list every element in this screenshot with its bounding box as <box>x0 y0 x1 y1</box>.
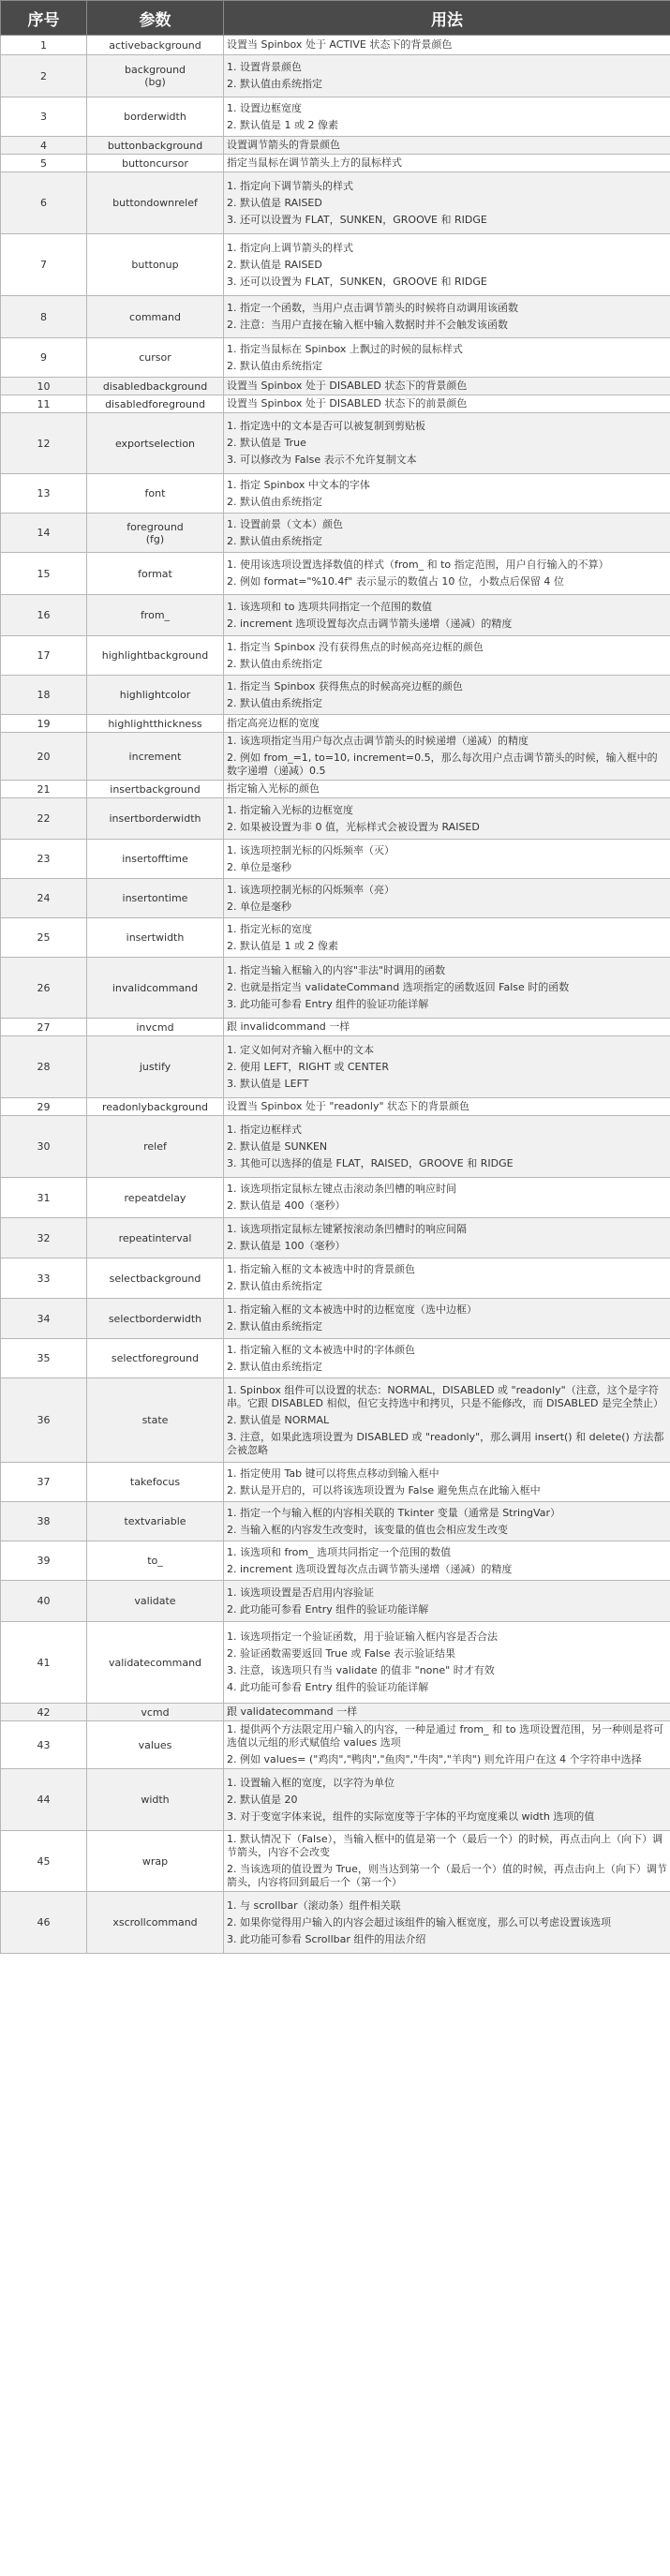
usage-line: 2. 此功能可参看 Entry 组件的验证功能详解 <box>227 1602 429 1616</box>
row-number: 29 <box>1 1098 87 1116</box>
usage-line: 2. 例如 from_=1, to=10, increment=0.5，那么每次用户点击调节箭头的时候，输入框中的数字递增（递减）0.5 <box>227 752 658 777</box>
option-name: buttoncursor <box>87 155 224 172</box>
usage-line: 1. 设置输入框的宽度，以字符为单位 <box>227 1776 395 1789</box>
option-name: cursor <box>87 338 224 378</box>
row-number: 24 <box>1 879 87 918</box>
usage-line: 2. 如果你觉得用户输入的内容会超过该组件的输入框宽度，那么可以考虑设置该选项 <box>227 1915 611 1928</box>
header-parameter: 参数 <box>87 1 224 36</box>
option-usage <box>224 958 670 1019</box>
table-row <box>1 1541 670 1581</box>
option-name: values <box>87 1721 224 1769</box>
option-usage <box>224 155 670 172</box>
option-name: takefocus <box>87 1463 224 1502</box>
option-usage <box>224 1218 670 1258</box>
usage-line: 1. 指定 Spinbox 中文本的字体 <box>227 478 370 491</box>
option-usage <box>224 798 670 840</box>
option-name: selectbackground <box>87 1258 224 1299</box>
option-usage <box>224 1036 670 1098</box>
usage-line: 2. 默认值由系统指定 <box>227 359 322 372</box>
row-number: 17 <box>1 636 87 676</box>
table-row <box>1 413 670 474</box>
option-usage <box>224 918 670 958</box>
table-row <box>1 234 670 296</box>
usage-line: 3. 注意，该选项只有当 validate 的值非 "none" 时才有效 <box>227 1664 495 1676</box>
row-number: 25 <box>1 918 87 958</box>
option-name: exportselection <box>87 413 224 474</box>
usage-line: 2. 默认是开启的，可以将该选项设置为 False 避免焦点在此输入框中 <box>227 1483 541 1496</box>
row-number: 15 <box>1 553 87 595</box>
row-number: 14 <box>1 514 87 553</box>
table-row <box>1 733 670 781</box>
option-name: disabledbackground <box>87 378 224 395</box>
usage-line: 2. 默认值由系统指定 <box>227 657 322 670</box>
option-usage <box>224 1339 670 1378</box>
option-name: validatecommand <box>87 1622 224 1704</box>
usage-line: 2. 默认值是 RAISED <box>227 196 322 209</box>
option-usage <box>224 1502 670 1541</box>
usage-line: 设置当 Spinbox 处于 DISABLED 状态下的前景颜色 <box>227 397 468 409</box>
table-row <box>1 1178 670 1218</box>
usage-line: 设置当 Spinbox 处于 ACTIVE 状态下的背景颜色 <box>227 38 453 51</box>
table-row <box>1 840 670 879</box>
option-name: vcmd <box>87 1704 224 1721</box>
row-number: 32 <box>1 1218 87 1258</box>
usage-line: 2. increment 选项设置每次点击调节箭头递增（递减）的精度 <box>227 1562 513 1575</box>
row-number: 3 <box>1 97 87 137</box>
row-number: 42 <box>1 1704 87 1721</box>
usage-line: 1. 定义如何对齐输入框中的文本 <box>227 1043 374 1056</box>
option-name: textvariable <box>87 1502 224 1541</box>
row-number: 7 <box>1 234 87 296</box>
usage-line: 1. Spinbox 组件可以设置的状态：NORMAL，DISABLED 或 "readonly"（注意，这个是字符串。它跟 DISABLED 相似，但它支持选中和拷贝，只是不能修改，而 DISABLED 是完全禁止） <box>227 1383 664 1409</box>
usage-line: 跟 validatecommand 一样 <box>227 1705 358 1718</box>
option-name: repeatinterval <box>87 1218 224 1258</box>
table-row <box>1 36 670 55</box>
usage-line: 1. 指定输入框的文本被选中时的边框宽度（选中边框） <box>227 1303 477 1316</box>
table-row <box>1 1892 670 1954</box>
row-number: 43 <box>1 1721 87 1769</box>
usage-line: 1. 指定选中的文本是否可以被复制到剪贴板 <box>227 420 425 432</box>
row-number: 40 <box>1 1581 87 1622</box>
option-name: background (bg) <box>87 55 224 97</box>
option-name: validate <box>87 1581 224 1622</box>
row-number: 31 <box>1 1178 87 1218</box>
option-name: to_ <box>87 1541 224 1581</box>
table-row <box>1 1339 670 1378</box>
row-number: 16 <box>1 595 87 636</box>
option-name: buttonbackground <box>87 137 224 155</box>
usage-line: 2. 当输入框的内容发生改变时，该变量的值也会相应发生改变 <box>227 1523 508 1536</box>
usage-line: 1. 与 scrollbar（滚动条）组件相关联 <box>227 1898 401 1912</box>
row-number: 5 <box>1 155 87 172</box>
table-row <box>1 1218 670 1258</box>
usage-line: 跟 invalidcommand 一样 <box>227 1020 350 1033</box>
row-number: 21 <box>1 781 87 798</box>
row-number: 35 <box>1 1339 87 1378</box>
option-name: invalidcommand <box>87 958 224 1019</box>
table-row <box>1 553 670 595</box>
row-number: 11 <box>1 395 87 413</box>
option-name: repeatdelay <box>87 1178 224 1218</box>
option-name: font <box>87 474 224 514</box>
option-name: insertontime <box>87 879 224 918</box>
table-row <box>1 338 670 378</box>
row-number: 19 <box>1 715 87 733</box>
usage-line: 指定输入光标的颜色 <box>227 782 320 795</box>
option-name: highlightbackground <box>87 636 224 676</box>
usage-line: 3. 还可以设置为 FLAT，SUNKEN，GROOVE 和 RIDGE <box>227 275 487 288</box>
option-usage <box>224 97 670 137</box>
option-usage <box>224 55 670 97</box>
usage-line: 1. 该选项设置是否启用内容验证 <box>227 1586 374 1599</box>
option-usage <box>224 413 670 474</box>
usage-line: 1. 指定一个函数，当用户点击调节箭头的时候将自动调用该函数 <box>227 302 518 314</box>
table-row <box>1 1581 670 1622</box>
option-usage <box>224 137 670 155</box>
table-row <box>1 781 670 798</box>
option-usage <box>224 1098 670 1116</box>
option-usage <box>224 1892 670 1954</box>
option-usage <box>224 1178 670 1218</box>
usage-line: 2. 默认值是 20 <box>227 1793 298 1806</box>
table-row <box>1 1258 670 1299</box>
usage-line: 1. 该选项和 to 选项共同指定一个范围的数值 <box>227 600 433 613</box>
usage-line: 1. 指定当 Spinbox 没有获得焦点的时候高亮边框的颜色 <box>227 640 484 653</box>
usage-line: 设置当 Spinbox 处于 DISABLED 状态下的背景颜色 <box>227 380 468 392</box>
option-name: borderwidth <box>87 97 224 137</box>
row-number: 9 <box>1 338 87 378</box>
usage-line: 1. 指定当鼠标在 Spinbox 上飘过的时候的鼠标样式 <box>227 342 463 355</box>
usage-line: 1. 该选项指定鼠标左键紧按滚动条凹槽时的响应间隔 <box>227 1223 467 1235</box>
row-number: 27 <box>1 1019 87 1036</box>
option-usage <box>224 1258 670 1299</box>
usage-line: 1. 设置背景颜色 <box>227 61 302 73</box>
table-row <box>1 155 670 172</box>
usage-line: 3. 可以修改为 False 表示不允许复制文本 <box>227 454 417 466</box>
usage-line: 3. 此功能可参看 Entry 组件的验证功能详解 <box>227 998 429 1010</box>
usage-line: 1. 指定使用 Tab 键可以将焦点移动到输入框中 <box>227 1467 439 1480</box>
usage-line: 2. 默认值由系统指定 <box>227 534 322 547</box>
usage-line: 1. 指定光标的宽度 <box>227 922 312 935</box>
row-number: 1 <box>1 36 87 55</box>
usage-line: 2. 默认值由系统指定 <box>227 1320 322 1333</box>
row-number: 44 <box>1 1769 87 1831</box>
option-name: insertwidth <box>87 918 224 958</box>
option-name: invcmd <box>87 1019 224 1036</box>
usage-line: 2. 默认值是 1 或 2 像素 <box>227 118 338 131</box>
usage-line: 2. 例如 format="%10.4f" 表示显示的数值占 10 位，小数点后保留 4 位 <box>227 575 564 588</box>
usage-line: 2. 当该选项的值设置为 True，则当达到第一个（最后一个）值的时候，再点击向上（向下）调节箭头，内容将回到最后一个（第一个） <box>227 1863 667 1888</box>
usage-line: 1. 该选项控制光标的闪烁频率（灭） <box>227 843 395 856</box>
table-row <box>1 595 670 636</box>
table-row <box>1 1502 670 1541</box>
option-name: selectborderwidth <box>87 1299 224 1339</box>
option-usage <box>224 172 670 234</box>
table-row <box>1 514 670 553</box>
option-usage <box>224 1299 670 1339</box>
usage-line: 1. 该选项和 from_ 选项共同指定一个范围的数值 <box>227 1545 452 1558</box>
option-usage <box>224 514 670 553</box>
table-row <box>1 1831 670 1892</box>
usage-line: 2. 验证函数需要返回 True 或 False 表示验证结果 <box>227 1647 455 1660</box>
option-name: insertborderwidth <box>87 798 224 840</box>
usage-line: 2. 也就是指定当 validateCommand 选项指定的函数返回 False 时的函数 <box>227 981 570 993</box>
usage-line: 2. 默认值是 1 或 2 像素 <box>227 939 338 952</box>
option-name: readonlybackground <box>87 1098 224 1116</box>
option-name: command <box>87 296 224 338</box>
option-name: highlightcolor <box>87 676 224 715</box>
usage-line: 2. 使用 LEFT，RIGHT 或 CENTER <box>227 1060 389 1073</box>
usage-line: 2. 默认值由系统指定 <box>227 1360 322 1373</box>
usage-line: 1. 指定输入光标的边框宽度 <box>227 803 353 816</box>
usage-line: 2. 默认值由系统指定 <box>227 696 322 709</box>
option-usage <box>224 1378 670 1463</box>
row-number: 8 <box>1 296 87 338</box>
option-name: width <box>87 1769 224 1831</box>
row-number: 28 <box>1 1036 87 1098</box>
option-usage <box>224 553 670 595</box>
option-name: activebackground <box>87 36 224 55</box>
option-name: foreground (fg) <box>87 514 224 553</box>
option-name: buttondownrelef <box>87 172 224 234</box>
table-row <box>1 676 670 715</box>
table-row <box>1 1622 670 1704</box>
option-usage <box>224 474 670 514</box>
usage-line: 2. 默认值由系统指定 <box>227 495 322 508</box>
table-row <box>1 958 670 1019</box>
option-usage <box>224 338 670 378</box>
table-row <box>1 715 670 733</box>
option-usage <box>224 1463 670 1502</box>
option-usage <box>224 1769 670 1831</box>
option-name: justify <box>87 1036 224 1098</box>
usage-line: 2. 默认值是 100（毫秒） <box>227 1240 346 1252</box>
option-usage <box>224 1116 670 1178</box>
table-row <box>1 798 670 840</box>
row-number: 18 <box>1 676 87 715</box>
table-row <box>1 474 670 514</box>
row-number: 4 <box>1 137 87 155</box>
usage-line: 1. 该选项指定鼠标左键点击滚动条凹槽的响应时间 <box>227 1183 456 1195</box>
row-number: 37 <box>1 1463 87 1502</box>
table-row <box>1 879 670 918</box>
usage-line: 1. 指定边框样式 <box>227 1123 302 1136</box>
table-row <box>1 1463 670 1502</box>
row-number: 45 <box>1 1831 87 1892</box>
row-number: 36 <box>1 1378 87 1463</box>
option-name: highlightthickness <box>87 715 224 733</box>
row-number: 34 <box>1 1299 87 1339</box>
table-row <box>1 1721 670 1769</box>
option-name: selectforeground <box>87 1339 224 1378</box>
usage-line: 1. 指定输入框的文本被选中时的字体颜色 <box>227 1343 415 1356</box>
option-name: disabledforeground <box>87 395 224 413</box>
usage-line: 2. 默认值是 True <box>227 437 306 449</box>
usage-line: 3. 注意，如果此选项设置为 DISABLED 或 "readonly"，那么调用 insert() 和 delete() 方法都会被忽略 <box>227 1430 664 1456</box>
option-name: insertbackground <box>87 781 224 798</box>
option-usage <box>224 595 670 636</box>
row-number: 46 <box>1 1892 87 1954</box>
table-row <box>1 918 670 958</box>
option-usage <box>224 1622 670 1704</box>
usage-line: 2. 默认值是 NORMAL <box>227 1413 330 1426</box>
usage-line: 1. 默认情况下（False），当输入框中的值是第一个（最后一个）的时候，再点击向上（向下）调节箭头，内容不会改变 <box>227 1833 663 1858</box>
option-usage <box>224 36 670 55</box>
option-usage <box>224 1019 670 1036</box>
option-name: from_ <box>87 595 224 636</box>
usage-line: 2. 默认值是 SUNKEN <box>227 1139 328 1153</box>
option-name: state <box>87 1378 224 1463</box>
usage-line: 1. 指定向上调节箭头的样式 <box>227 241 353 254</box>
row-number: 30 <box>1 1116 87 1178</box>
option-name: buttonup <box>87 234 224 296</box>
option-name: xscrollcommand <box>87 1892 224 1954</box>
table-row <box>1 1378 670 1463</box>
option-usage <box>224 636 670 676</box>
option-usage <box>224 395 670 413</box>
option-usage <box>224 879 670 918</box>
option-name: insertofftime <box>87 840 224 879</box>
usage-line: 1. 指定输入框的文本被选中时的背景颜色 <box>227 1263 415 1275</box>
row-number: 12 <box>1 413 87 474</box>
usage-line: 2. 默认值是 400（毫秒） <box>227 1199 346 1212</box>
table-row <box>1 1704 670 1721</box>
table-row <box>1 1299 670 1339</box>
row-number: 38 <box>1 1502 87 1541</box>
table-row <box>1 1019 670 1036</box>
option-usage <box>224 840 670 879</box>
table-row <box>1 1036 670 1098</box>
usage-line: 1. 设置边框宽度 <box>227 101 302 114</box>
option-name: increment <box>87 733 224 781</box>
usage-line: 1. 该选项指定当用户每次点击调节箭头的时候递增（递减）的精度 <box>227 735 529 747</box>
usage-line: 2. 如果被设置为非 0 值，光标样式会被设置为 RAISED <box>227 820 480 833</box>
option-usage <box>224 781 670 798</box>
option-usage <box>224 1581 670 1622</box>
header-number: 序号 <box>1 1 87 36</box>
table-row <box>1 97 670 137</box>
table-header-row <box>1 1 670 36</box>
table-row <box>1 636 670 676</box>
option-usage <box>224 234 670 296</box>
usage-line: 2. 默认值由系统指定 <box>227 78 322 90</box>
table-row <box>1 55 670 97</box>
usage-line: 1. 指定向下调节箭头的样式 <box>227 179 353 192</box>
usage-line: 指定当鼠标在调节箭头上方的鼠标样式 <box>227 156 402 169</box>
header-usage: 用法 <box>224 1 670 36</box>
option-usage <box>224 676 670 715</box>
row-number: 33 <box>1 1258 87 1299</box>
row-number: 22 <box>1 798 87 840</box>
table-row <box>1 1769 670 1831</box>
usage-line: 2. 默认值由系统指定 <box>227 1280 322 1292</box>
table-row <box>1 172 670 234</box>
option-name: relef <box>87 1116 224 1178</box>
row-number: 41 <box>1 1622 87 1704</box>
table-row <box>1 137 670 155</box>
usage-line: 2. 单位是毫秒 <box>227 900 291 913</box>
usage-line: 2. 例如 values= ("鸡肉","鸭肉","鱼肉","牛肉","羊肉") 则允许用户在这 4 个字符串中选择 <box>227 1753 642 1765</box>
row-number: 26 <box>1 958 87 1019</box>
option-usage <box>224 1831 670 1892</box>
table-row <box>1 296 670 338</box>
usage-line: 3. 此功能可参看 Scrollbar 组件的用法介绍 <box>227 1932 426 1945</box>
usage-line: 1. 使用该选项设置选择数值的样式（from_ 和 to 指定范围，用户自行输入的不算） <box>227 558 609 571</box>
usage-line: 3. 其他可以选择的值是 FLAT，RAISED，GROOVE 和 RIDGE <box>227 1156 514 1169</box>
table-row <box>1 395 670 413</box>
row-number: 10 <box>1 378 87 395</box>
usage-line: 2. 单位是毫秒 <box>227 860 291 873</box>
usage-line: 1. 该选项控制光标的闪烁频率（亮） <box>227 883 395 896</box>
row-number: 2 <box>1 55 87 97</box>
usage-line: 1. 该选项指定一个验证函数，用于验证输入框内容是否合法 <box>227 1630 498 1643</box>
row-number: 23 <box>1 840 87 879</box>
usage-line: 1. 提供两个方法限定用户输入的内容，一种是通过 from_ 和 to 选项设置范围，另一种则是将可选值以元组的形式赋值给 values 选项 <box>227 1723 664 1749</box>
option-usage <box>224 733 670 781</box>
table-row <box>1 378 670 395</box>
usage-line: 4. 此功能可参看 Entry 组件的验证功能详解 <box>227 1681 429 1693</box>
option-usage <box>224 1541 670 1581</box>
usage-line: 3. 默认值是 LEFT <box>227 1077 309 1090</box>
usage-line: 1. 指定当 Spinbox 获得焦点的时候高亮边框的颜色 <box>227 679 463 692</box>
usage-line: 指定高亮边框的宽度 <box>227 717 320 729</box>
table-row <box>1 1098 670 1116</box>
option-usage <box>224 1721 670 1769</box>
usage-line: 1. 指定一个与输入框的内容相关联的 Tkinter 变量（通常是 StringVar） <box>227 1506 560 1519</box>
usage-line: 1. 指定当输入框输入的内容"非法"时调用的函数 <box>227 964 446 976</box>
usage-line: 2. 默认值是 RAISED <box>227 258 322 271</box>
row-number: 39 <box>1 1541 87 1581</box>
usage-line: 2. 注意：当用户直接在输入框中输入数据时并不会触发该函数 <box>227 319 508 331</box>
option-usage <box>224 296 670 338</box>
option-usage <box>224 715 670 733</box>
option-name: format <box>87 553 224 595</box>
usage-line: 设置调节箭头的背景颜色 <box>227 139 340 151</box>
table-row <box>1 1116 670 1178</box>
option-usage <box>224 1704 670 1721</box>
row-number: 13 <box>1 474 87 514</box>
option-usage <box>224 378 670 395</box>
usage-line: 3. 对于变宽字体来说，组件的实际宽度等于字体的平均宽度乘以 width 选项的值 <box>227 1809 595 1823</box>
row-number: 6 <box>1 172 87 234</box>
option-name: wrap <box>87 1831 224 1892</box>
usage-line: 1. 设置前景（文本）颜色 <box>227 517 343 530</box>
usage-line: 2. increment 选项设置每次点击调节箭头递增（递减）的精度 <box>227 617 513 630</box>
usage-line: 设置当 Spinbox 处于 "readonly" 状态下的背景颜色 <box>227 1100 470 1112</box>
row-number: 20 <box>1 733 87 781</box>
usage-line: 3. 还可以设置为 FLAT，SUNKEN，GROOVE 和 RIDGE <box>227 213 487 226</box>
